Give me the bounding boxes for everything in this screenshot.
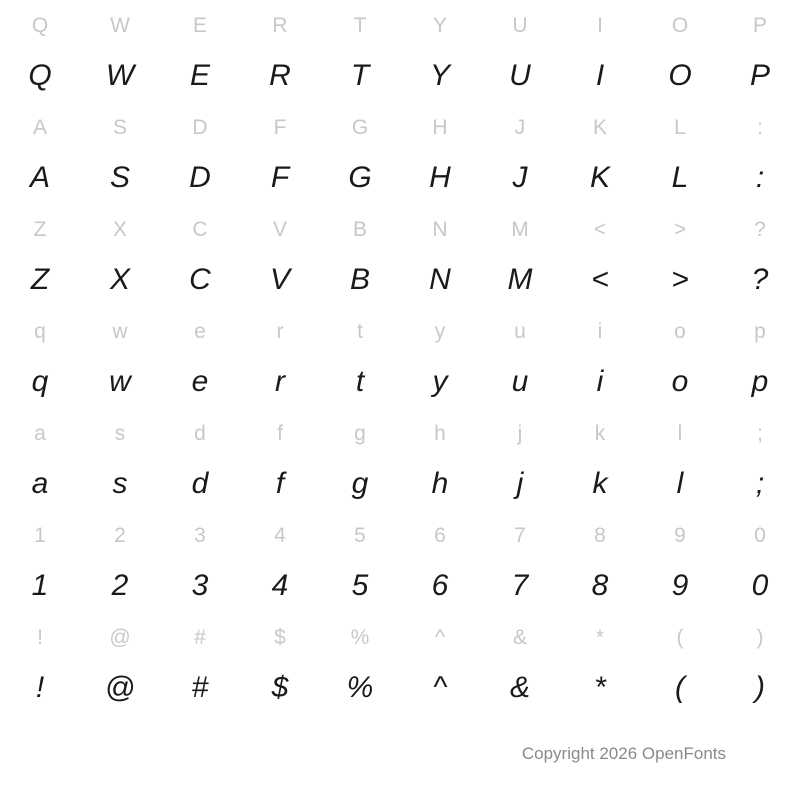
glyph-cell: ( [675,671,685,704]
glyph-cell: 8 [594,523,606,547]
glyph-cell: S [109,161,130,194]
glyph-cell: a [34,421,46,445]
glyph-row-sample [0,560,800,612]
glyph-cell: j [516,467,524,500]
glyph-cell: l [677,421,683,445]
glyph-cell: 2 [111,569,129,602]
glyph-cell: ! [35,671,45,704]
glyph-cell: ( [676,625,684,649]
glyph-cell: E [192,13,207,37]
glyph-cell: Y [429,59,450,92]
glyph-cell: > [673,217,687,241]
glyph-cell: P [749,59,770,92]
glyph-cell: s [114,421,126,445]
glyph-row-ghost [0,408,800,458]
glyph-cell: R [269,59,291,92]
glyph-cell: E [189,59,210,92]
glyph-cell: 1 [34,523,46,547]
glyph-cell: V [272,217,287,241]
glyph-cell: p [754,319,766,343]
glyph-cell: I [597,13,603,37]
glyph-cell: ! [37,625,43,649]
glyph-cell: k [592,467,608,500]
glyph-cell: G [351,115,369,139]
glyph-cell: @ [109,625,131,649]
glyph-cell: q [34,319,46,343]
glyph-cell: O [668,59,692,92]
glyph-cell: J [514,115,526,139]
glyph-cell: 5 [354,523,366,547]
glyph-cell: ) [756,625,764,649]
glyph-cell: W [110,13,130,37]
glyph-cell: * [595,625,605,649]
glyph-cell: a [31,467,49,500]
glyph-row-ghost [0,204,800,254]
glyph-cell: f [275,467,285,500]
glyph-cell: 7 [514,523,526,547]
glyph-row-sample [0,662,800,714]
glyph-cell: Z [30,263,50,296]
glyph-row-sample [0,50,800,102]
glyph-cell: X [112,217,127,241]
glyph-row-sample [0,356,800,408]
glyph-cell: V [269,263,290,296]
glyph-cell: D [192,115,208,139]
glyph-cell: r [275,365,285,398]
glyph-cell: ^ [435,625,445,649]
glyph-cell: N [429,263,451,296]
glyph-row-ghost [0,612,800,662]
glyph-row-ghost [0,0,800,50]
glyph-cell: A [32,115,47,139]
glyph-cell: p [751,365,769,398]
glyph-cell: 0 [754,523,766,547]
glyph-cell: D [189,161,211,194]
glyph-cell: $ [271,671,289,704]
glyph-cell: k [594,421,606,445]
glyph-cell: M [511,217,529,241]
glyph-cell: 1 [31,569,49,602]
glyph-cell: w [109,365,131,398]
glyph-cell: U [512,13,528,37]
glyph-cell: C [189,263,211,296]
glyph-cell: i [597,319,603,343]
glyph-cell: % [346,671,374,704]
glyph-cell: P [752,13,767,37]
glyph-cell: Y [432,13,447,37]
glyph-cell: d [191,467,209,500]
glyph-cell: w [112,319,128,343]
glyph-cell: T [350,59,370,92]
glyph-cell: Z [33,217,47,241]
glyph-cell: i [596,365,604,398]
glyph-cell: j [517,421,523,445]
glyph-cell: H [429,161,451,194]
glyph-row-ghost [0,102,800,152]
glyph-cell: $ [274,625,286,649]
glyph-cell: 9 [671,569,689,602]
glyph-cell: e [194,319,206,343]
glyph-cell: K [589,161,610,194]
glyph-cell: y [434,319,446,343]
glyph-row-sample [0,254,800,306]
glyph-cell: R [272,13,288,37]
glyph-cell: A [29,161,50,194]
glyph-cell: & [512,625,527,649]
glyph-cell: 7 [511,569,529,602]
glyph-cell: < [591,263,609,296]
glyph-cell: K [592,115,607,139]
glyph-cell: s [112,467,128,500]
glyph-cell: u [511,365,529,398]
glyph-cell: : [757,115,763,139]
glyph-cell: T [353,13,367,37]
glyph-cell: Q [28,59,52,92]
glyph-cell: f [277,421,283,445]
glyph-cell: h [431,467,449,500]
glyph-cell: 2 [114,523,126,547]
glyph-row-sample [0,152,800,204]
glyph-cell: : [755,161,765,194]
glyph-cell: I [595,59,605,92]
glyph-cell: e [191,365,209,398]
glyph-cell: * [594,671,606,704]
glyph-cell: 4 [271,569,289,602]
glyph-cell: 9 [674,523,686,547]
glyph-cell: N [432,217,448,241]
glyph-row-sample [0,458,800,510]
glyph-cell: G [348,161,372,194]
glyph-cell: h [434,421,446,445]
glyph-cell: 4 [274,523,286,547]
glyph-cell: Q [31,13,49,37]
glyph-cell: @ [104,671,136,704]
glyph-cell: B [349,263,370,296]
glyph-cell: C [192,217,208,241]
glyph-cell: F [270,161,290,194]
glyph-cell: J [512,161,528,194]
glyph-cell: o [674,319,686,343]
glyph-cell: ^ [432,671,448,704]
glyph-cell: y [432,365,448,398]
glyph-cell: ; [757,421,763,445]
glyph-cell: ? [754,217,766,241]
glyph-cell: 0 [751,569,769,602]
glyph-cell: d [194,421,206,445]
glyph-cell: > [671,263,689,296]
glyph-cell: # [191,671,209,704]
glyph-cell: 3 [191,569,209,602]
glyph-cell: % [350,625,370,649]
glyph-cell: X [109,263,130,296]
glyph-cell: 3 [194,523,206,547]
glyph-cell: O [671,13,689,37]
glyph-cell: S [112,115,127,139]
glyph-cell: 8 [591,569,609,602]
glyph-cell: F [273,115,287,139]
glyph-cell: g [354,421,366,445]
glyph-row-ghost [0,306,800,356]
glyph-cell: u [514,319,526,343]
glyph-cell: U [509,59,531,92]
copyright-notice: Copyright 2026 OpenFonts [521,744,726,763]
glyph-cell: o [671,365,689,398]
glyph-cell: 6 [434,523,446,547]
glyph-cell: q [31,365,49,398]
glyph-cell: t [357,319,363,343]
glyph-cell: g [351,467,369,500]
glyph-cell: ) [755,671,765,704]
glyph-cell: ; [755,467,765,500]
glyph-cell: M [507,263,533,296]
glyph-cell: r [276,319,284,343]
glyph-cell: L [674,115,686,139]
glyph-cell: l [676,467,684,500]
glyph-cell: B [352,217,367,241]
glyph-cell: # [194,625,206,649]
glyph-row-ghost [0,510,800,560]
glyph-cell: H [432,115,448,139]
glyph-cell: L [671,161,689,194]
glyph-cell: ? [751,263,769,296]
glyph-cell: < [593,217,607,241]
glyph-cell: 5 [351,569,369,602]
glyph-cell: 6 [431,569,449,602]
glyph-cell: & [509,671,530,704]
glyph-cell: t [355,365,365,398]
glyph-cell: W [105,59,135,92]
